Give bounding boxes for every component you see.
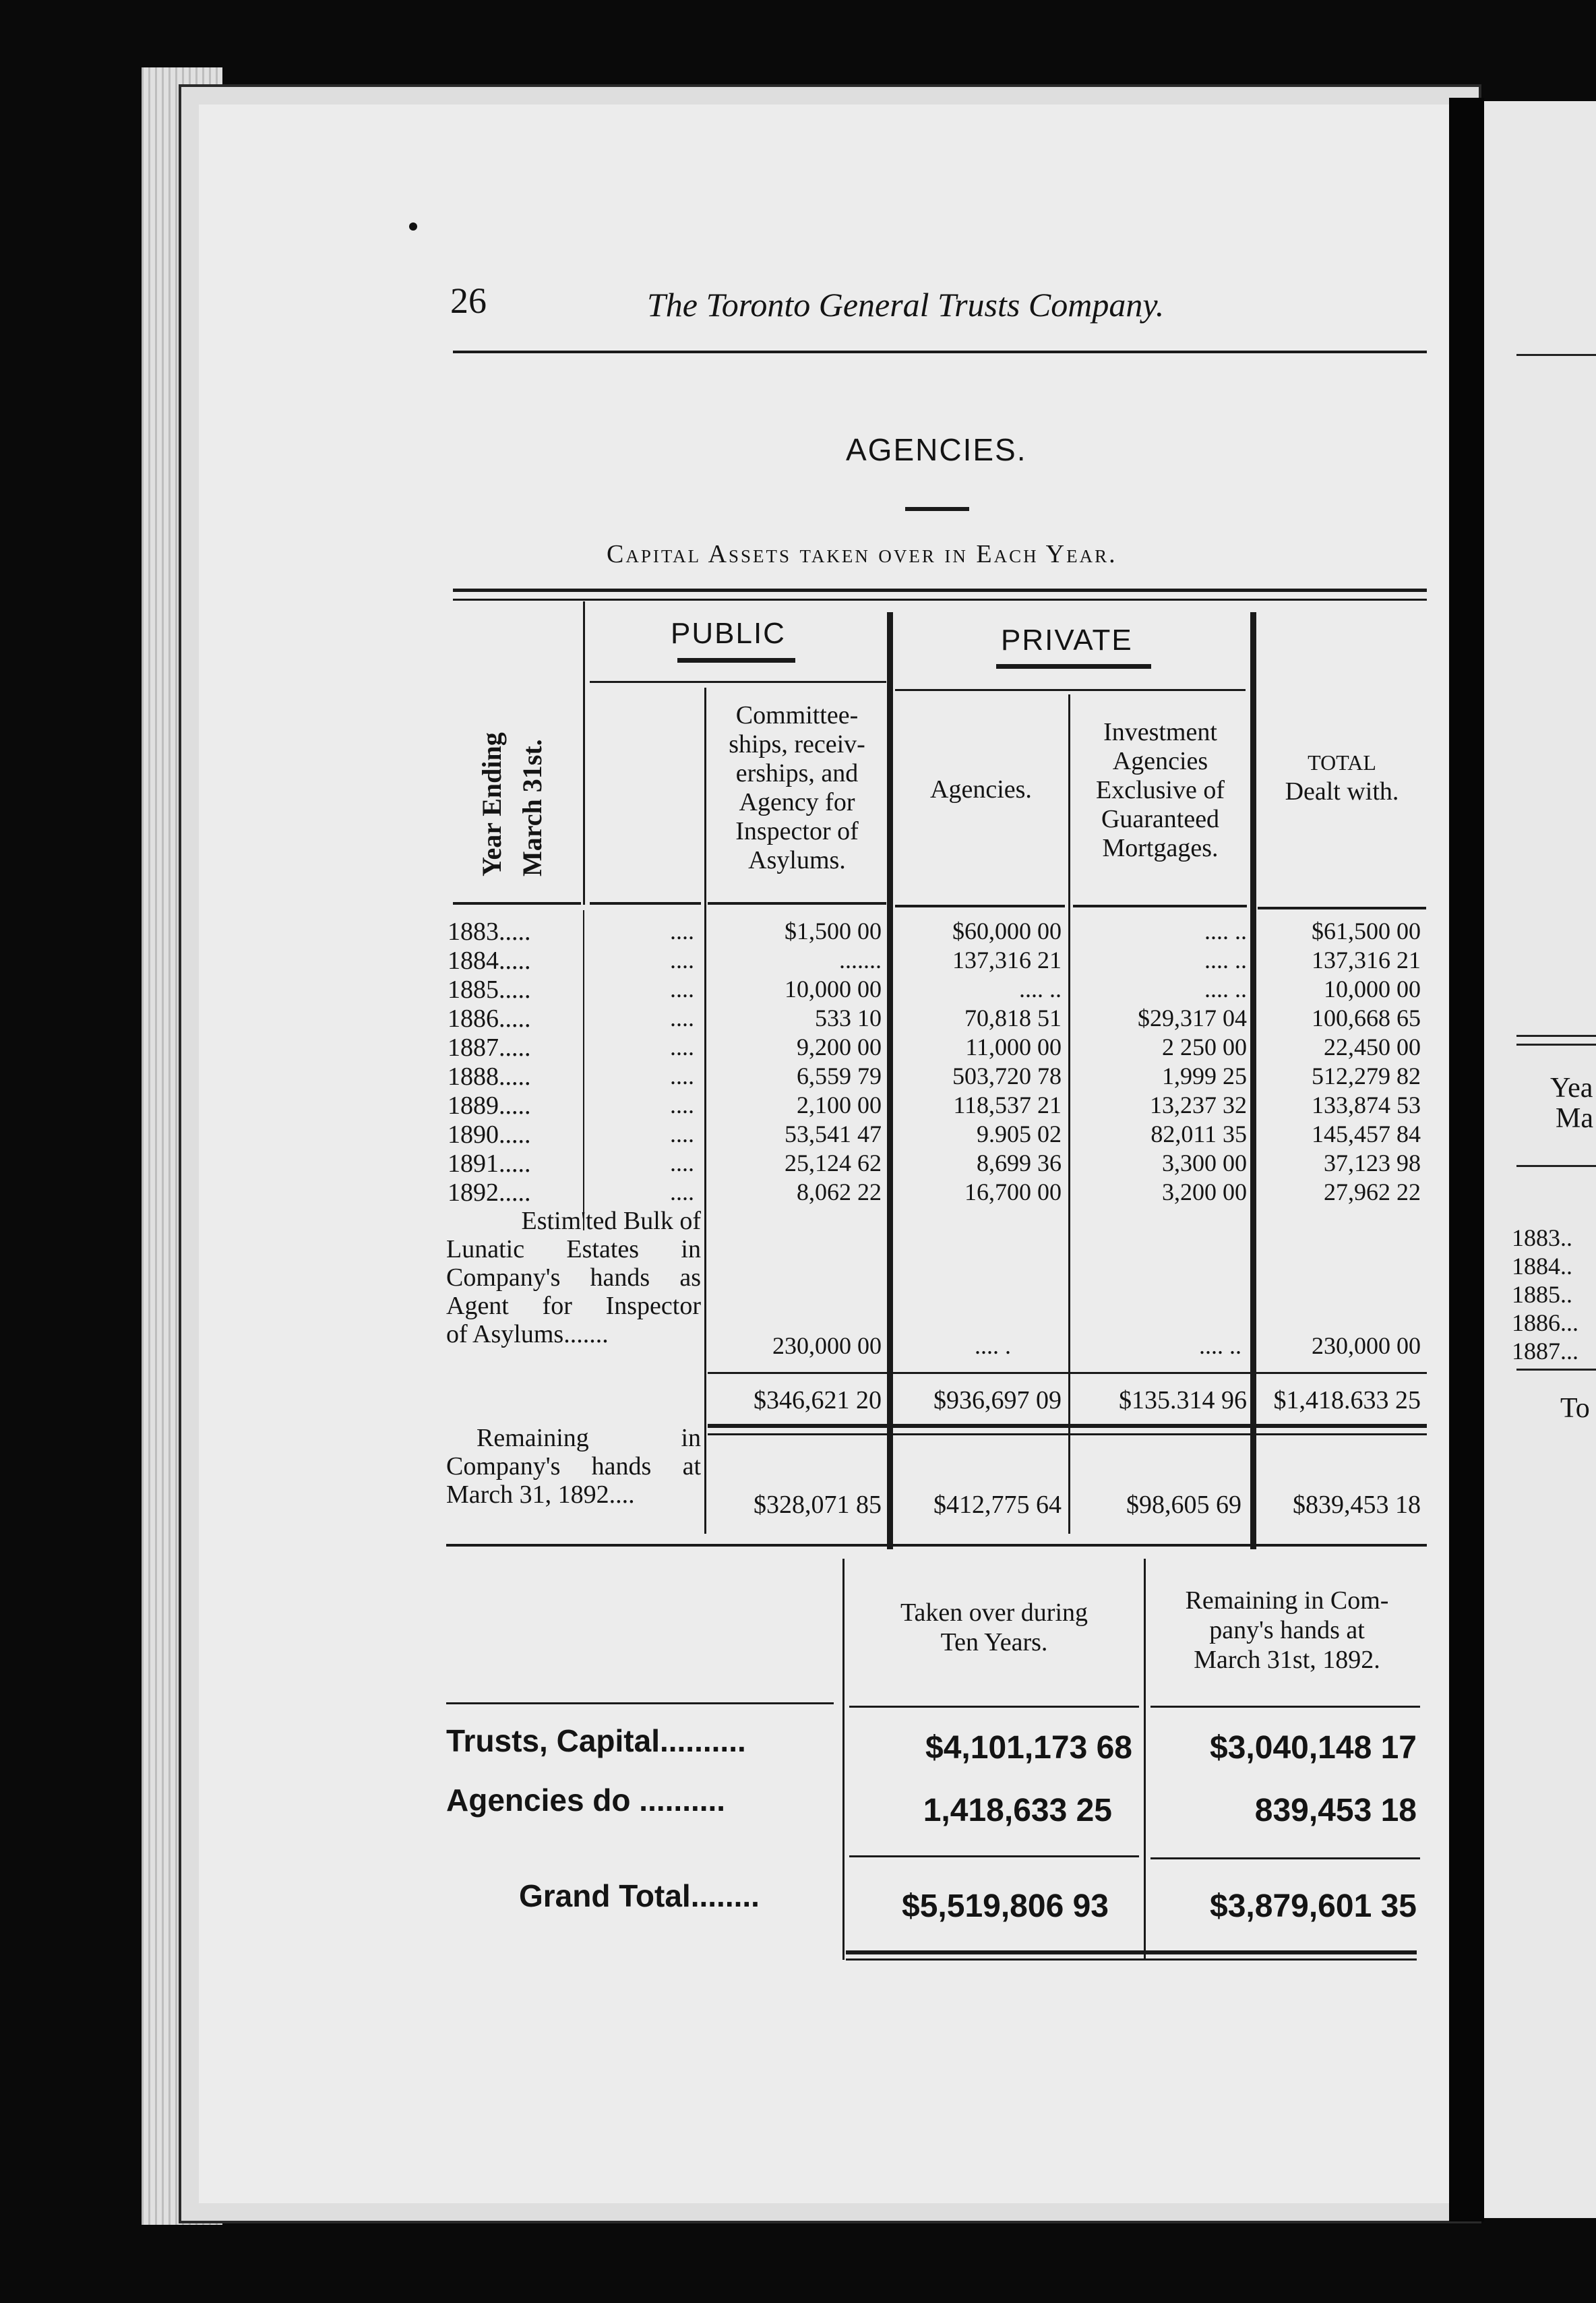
row-total-value: 100,668 65 bbox=[1312, 1005, 1421, 1031]
facing-page-year: 1883.. bbox=[1512, 1224, 1572, 1251]
facing-page-year: 1886... bbox=[1512, 1309, 1578, 1336]
facing-page-header-2: Ma bbox=[1556, 1103, 1593, 1134]
page-number: 26 bbox=[450, 280, 487, 321]
row-investment-value: .... .. bbox=[1204, 976, 1247, 1003]
row-investment-value: 3,300 00 bbox=[1162, 1149, 1247, 1176]
row-agencies-value: 11,000 00 bbox=[965, 1034, 1062, 1060]
row-total-value: 137,316 21 bbox=[1312, 947, 1421, 974]
facing-page-rule bbox=[1516, 1369, 1596, 1371]
facing-page-total: To bbox=[1560, 1393, 1590, 1424]
header-bottom-rule bbox=[708, 902, 886, 905]
row-committee-value: 25,124 62 bbox=[785, 1149, 882, 1176]
total-agencies: $936,697 09 bbox=[933, 1386, 1062, 1414]
col-divider-heavy bbox=[887, 612, 893, 1549]
row-agencies-value: 8,699 36 bbox=[977, 1149, 1062, 1176]
row-year: 1888..... bbox=[448, 1063, 531, 1091]
row-committee-value: 53,541 47 bbox=[785, 1120, 882, 1147]
header-bottom-rule bbox=[895, 905, 1065, 907]
col-divider bbox=[583, 601, 585, 905]
totals-rule bbox=[708, 1372, 1427, 1374]
book-gutter bbox=[1449, 98, 1484, 2221]
row-investment-value: .... .. bbox=[1204, 947, 1247, 974]
facing-page-header-1: Yea bbox=[1550, 1073, 1593, 1104]
header-bottom-rule bbox=[1258, 907, 1426, 909]
row-public-blank: .... bbox=[670, 918, 694, 945]
table-top-rule bbox=[453, 599, 1427, 601]
row-total-value: 27,962 22 bbox=[1324, 1178, 1421, 1205]
row-agencies-value: 16,700 00 bbox=[964, 1178, 1062, 1205]
row-public-blank: .... bbox=[670, 1091, 694, 1118]
agencies-taken: 1,418,633 25 bbox=[923, 1793, 1112, 1828]
private-group-rule bbox=[895, 689, 1246, 691]
row-year: 1885..... bbox=[448, 976, 531, 1004]
grand-total-rule bbox=[849, 1855, 1139, 1857]
summary-col1-header: Taken over during Ten Years. bbox=[900, 1598, 1088, 1656]
header-rule bbox=[453, 351, 1427, 353]
row-agencies-value: 9.905 02 bbox=[977, 1120, 1062, 1147]
grand-total-label: Grand Total........ bbox=[519, 1878, 760, 1913]
summary-bottom-rule bbox=[846, 1950, 1417, 1954]
estimate-total: 230,000 00 bbox=[1312, 1332, 1421, 1359]
remaining-total: $839,453 18 bbox=[1293, 1491, 1421, 1519]
row-investment-value: $29,317 04 bbox=[1138, 1005, 1247, 1031]
row-committee-value: 9,200 00 bbox=[797, 1034, 882, 1060]
facing-page-year: 1884.. bbox=[1512, 1253, 1572, 1280]
facing-page-year: 1885.. bbox=[1512, 1281, 1572, 1308]
trusts-capital-remaining: $3,040,148 17 bbox=[1210, 1730, 1417, 1766]
total-total: $1,418.633 25 bbox=[1273, 1386, 1421, 1414]
row-public-blank: .... bbox=[670, 976, 694, 1003]
header-bottom-rule bbox=[453, 902, 581, 905]
row-investment-value: 3,200 00 bbox=[1162, 1178, 1247, 1205]
row-investment-value: 82,011 35 bbox=[1150, 1120, 1247, 1147]
summary-bottom-rule bbox=[846, 1958, 1417, 1961]
remaining-agencies: $412,775 64 bbox=[933, 1491, 1062, 1519]
grand-total-remaining: $3,879,601 35 bbox=[1210, 1888, 1417, 1924]
grand-total-rule bbox=[1150, 1857, 1420, 1859]
row-year: 1883..... bbox=[448, 918, 531, 946]
row-public-blank: .... bbox=[670, 1120, 694, 1147]
public-underline bbox=[677, 658, 795, 663]
investment-column-header: Investment Agencies Exclusive of Guaranteed Mortgages. bbox=[1095, 718, 1225, 862]
summary-header-rule bbox=[446, 1702, 834, 1704]
row-committee-value: 10,000 00 bbox=[785, 976, 882, 1003]
totals-bottom-rule bbox=[708, 1433, 1427, 1435]
totals-bottom-rule bbox=[708, 1424, 1427, 1428]
row-investment-value: 13,237 32 bbox=[1150, 1091, 1247, 1118]
total-committee: $346,621 20 bbox=[754, 1386, 882, 1414]
private-underline bbox=[996, 664, 1151, 669]
public-group-heading: PUBLIC bbox=[671, 617, 786, 650]
estimate-note: Estim'ted Bulk of Lunatic Estates in Company's hands as Agent for Inspector of Asylums....... bbox=[446, 1207, 701, 1348]
row-agencies-value: .... .. bbox=[1019, 976, 1062, 1003]
row-year: 1891..... bbox=[448, 1149, 531, 1178]
row-agencies-value: 503,720 78 bbox=[952, 1063, 1062, 1089]
facing-page-rule bbox=[1516, 1035, 1596, 1037]
trusts-capital-taken: $4,101,173 68 bbox=[925, 1730, 1132, 1766]
row-agencies-value: 118,537 21 bbox=[953, 1091, 1062, 1118]
total-column-header: TOTAL Dealt with. bbox=[1285, 750, 1399, 806]
private-group-heading: PRIVATE bbox=[1001, 624, 1133, 657]
row-public-blank: .... bbox=[670, 1005, 694, 1031]
row-investment-value: 2 250 00 bbox=[1162, 1034, 1247, 1060]
row-total-value: 37,123 98 bbox=[1324, 1149, 1421, 1176]
row-total-value: $61,500 00 bbox=[1312, 918, 1421, 945]
row-committee-value: $1,500 00 bbox=[785, 918, 882, 945]
remaining-committee: $328,071 85 bbox=[754, 1491, 882, 1519]
committee-column-header: Committee- ships, receiv- erships, and Agency for Inspector of Asylums. bbox=[729, 701, 865, 874]
row-committee-value: 6,559 79 bbox=[797, 1063, 882, 1089]
row-committee-value: 8,062 22 bbox=[797, 1178, 882, 1205]
facing-page-rule bbox=[1516, 354, 1596, 356]
row-committee-value: 533 10 bbox=[815, 1005, 882, 1031]
row-investment-value: .... .. bbox=[1204, 918, 1247, 945]
row-public-blank: .... bbox=[670, 1063, 694, 1089]
row-year: 1886..... bbox=[448, 1005, 531, 1033]
summary-divider bbox=[1144, 1559, 1146, 1960]
table-top-rule bbox=[453, 589, 1427, 592]
grand-total-taken: $5,519,806 93 bbox=[902, 1888, 1109, 1924]
row-agencies-value: 70,818 51 bbox=[964, 1005, 1062, 1031]
summary-header-rule bbox=[849, 1706, 1139, 1708]
ink-speck bbox=[409, 222, 417, 231]
row-total-value: 145,457 84 bbox=[1312, 1120, 1421, 1147]
row-total-value: 10,000 00 bbox=[1324, 976, 1421, 1003]
col-divider bbox=[704, 688, 706, 1534]
section-title: AGENCIES. bbox=[846, 432, 1027, 467]
row-year: 1884..... bbox=[448, 947, 531, 975]
row-total-value: 22,450 00 bbox=[1324, 1034, 1421, 1060]
row-public-blank: .... bbox=[670, 1178, 694, 1205]
facing-page-rule bbox=[1516, 1044, 1596, 1046]
running-title: The Toronto General Trusts Company. bbox=[647, 286, 1165, 324]
estimate-committee: 230,000 00 bbox=[772, 1332, 882, 1359]
agencies-label: Agencies do .......... bbox=[446, 1783, 726, 1818]
row-year: 1889..... bbox=[448, 1091, 531, 1120]
row-public-blank: .... bbox=[670, 1149, 694, 1176]
summary-divider bbox=[842, 1559, 845, 1960]
row-committee-value: 2,100 00 bbox=[797, 1091, 882, 1118]
row-year: 1890..... bbox=[448, 1120, 531, 1149]
row-investment-value: 1,999 25 bbox=[1162, 1063, 1247, 1089]
agencies-column-header: Agencies. bbox=[930, 775, 1032, 804]
facing-page-year: 1887... bbox=[1512, 1338, 1578, 1365]
estimate-agencies: .... . bbox=[975, 1332, 1011, 1359]
trusts-capital-label: Trusts, Capital.......... bbox=[446, 1723, 746, 1758]
col-divider bbox=[583, 910, 584, 1230]
row-public-blank: .... bbox=[670, 1034, 694, 1060]
facing-page-rule bbox=[1516, 1165, 1596, 1167]
row-committee-value: ....... bbox=[839, 947, 882, 974]
row-year: 1887..... bbox=[448, 1034, 531, 1062]
row-total-value: 512,279 82 bbox=[1312, 1063, 1421, 1089]
title-dash bbox=[905, 507, 969, 511]
header-bottom-rule bbox=[590, 902, 701, 905]
row-agencies-value: $60,000 00 bbox=[952, 918, 1062, 945]
total-investment: $135.314 96 bbox=[1119, 1386, 1247, 1414]
table-bottom-rule bbox=[446, 1544, 1427, 1547]
summary-col2-header: Remaining in Com- pany's hands at March 31st, 1892. bbox=[1185, 1586, 1389, 1674]
row-year: 1892..... bbox=[448, 1178, 531, 1207]
row-total-value: 133,874 53 bbox=[1312, 1091, 1421, 1118]
row-public-blank: .... bbox=[670, 947, 694, 974]
agencies-remaining: 839,453 18 bbox=[1254, 1793, 1417, 1828]
row-agencies-value: 137,316 21 bbox=[952, 947, 1062, 974]
public-group-rule bbox=[590, 681, 886, 683]
remaining-note: Remaining in Company's hands at March 31, 1892.... bbox=[446, 1424, 701, 1509]
summary-header-rule bbox=[1150, 1706, 1420, 1708]
facing-page bbox=[1484, 101, 1596, 2218]
table-subtitle: Capital Assets taken over in Each Year. bbox=[607, 540, 1117, 568]
remaining-investment: $98,605 69 bbox=[1126, 1491, 1241, 1519]
estimate-investment: .... .. bbox=[1199, 1332, 1241, 1359]
header-bottom-rule bbox=[1073, 905, 1247, 907]
